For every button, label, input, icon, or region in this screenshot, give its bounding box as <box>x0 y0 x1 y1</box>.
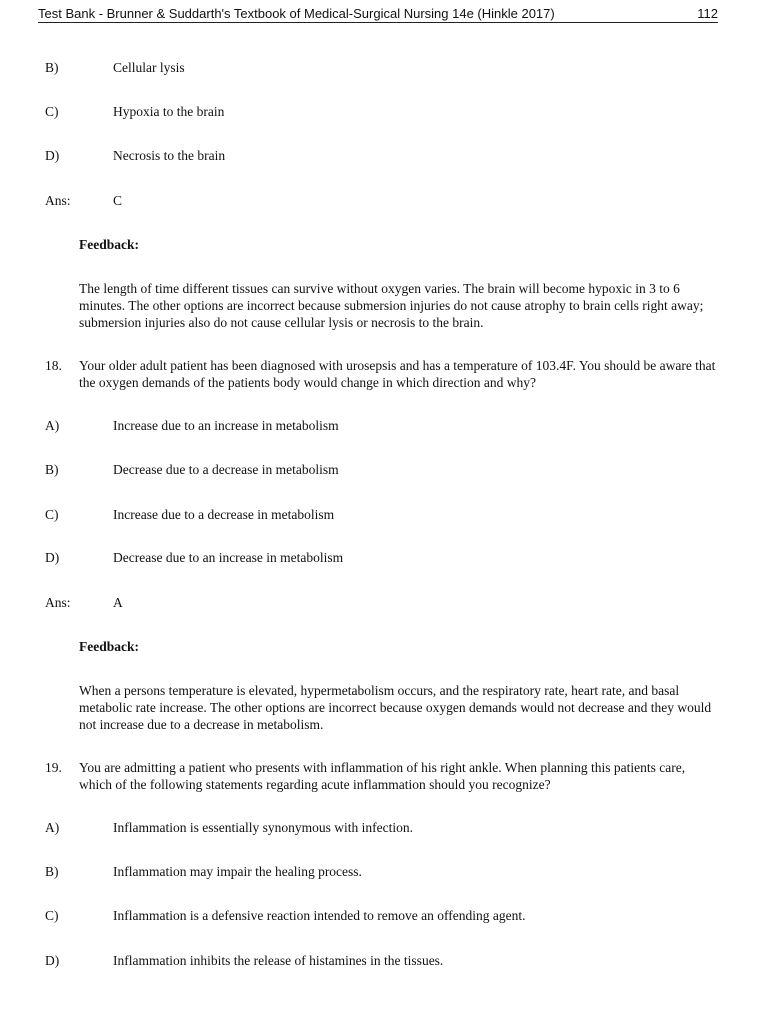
option-text: Cellular lysis <box>113 60 185 75</box>
option-text: Decrease due to a decrease in metabolism <box>113 462 339 477</box>
option-label: B) <box>45 462 59 477</box>
option-text: Inflammation inhibits the release of histamines in the tissues. <box>113 953 444 968</box>
page-number: 112 <box>697 6 718 21</box>
option-text: Decrease due to an increase in metabolism <box>113 550 344 565</box>
option-label: D) <box>45 953 60 968</box>
option-text: Inflammation is a defensive reaction intended to remove an offending agent. <box>113 908 526 923</box>
option-text: Hypoxia to the brain <box>113 104 225 119</box>
feedback-text: The length of time different tissues can survive without oxygen varies. The brain will become hypoxic in 3 to 6 minutes. The other options are incorrect because submersion injuries do not cause atrophy to brain cells right away; submersion injuries also do not cause cellular lysis or necrosis to the brain. <box>79 281 704 330</box>
feedback-text: When a persons temperature is elevated, hypermetabolism occurs, and the respiratory rate, heart rate, and basal metabolic rate increase. The other options are incorrect because oxygen demands would not decrease and they would not increase due to a decrease in metabolism. <box>79 683 712 732</box>
header-title: Test Bank - Brunner & Suddarth's Textbook of Medical-Surgical Nursing 14e (Hinkle 2017) <box>38 6 555 21</box>
option-label: B) <box>45 60 59 75</box>
option-text: Necrosis to the brain <box>113 148 226 163</box>
answer-value: A <box>113 595 123 610</box>
option-label: D) <box>45 550 60 565</box>
answer-value: C <box>113 193 123 208</box>
answer-label: Ans: <box>45 595 71 610</box>
option-text: Increase due to a decrease in metabolism <box>113 507 335 522</box>
page-header <box>38 5 718 23</box>
option-label: B) <box>45 864 59 879</box>
option-text: Increase due to an increase in metabolism <box>113 418 339 433</box>
option-text: Inflammation is essentially synonymous with infection. <box>113 820 413 835</box>
feedback-heading: Feedback: <box>79 639 139 654</box>
option-label: C) <box>45 908 59 923</box>
option-label: A) <box>45 820 60 835</box>
feedback-heading: Feedback: <box>79 237 139 252</box>
question-text: You are admitting a patient who presents with inflammation of his right ankle. When planning this patients care, which of the following statements regarding acute inflammation should you recognize? <box>79 760 686 792</box>
option-text: Inflammation may impair the healing process. <box>113 864 362 879</box>
answer-label: Ans: <box>45 193 71 208</box>
option-label: C) <box>45 507 59 522</box>
question-number: 18. <box>45 358 62 373</box>
option-label: D) <box>45 148 60 163</box>
option-label: A) <box>45 418 60 433</box>
question-text: Your older adult patient has been diagnosed with urosepsis and has a temperature of 103.4F. You should be aware that the oxygen demands of the patients body would change in which direction and why? <box>79 358 716 390</box>
question-number: 19. <box>45 760 62 775</box>
option-label: C) <box>45 104 59 119</box>
